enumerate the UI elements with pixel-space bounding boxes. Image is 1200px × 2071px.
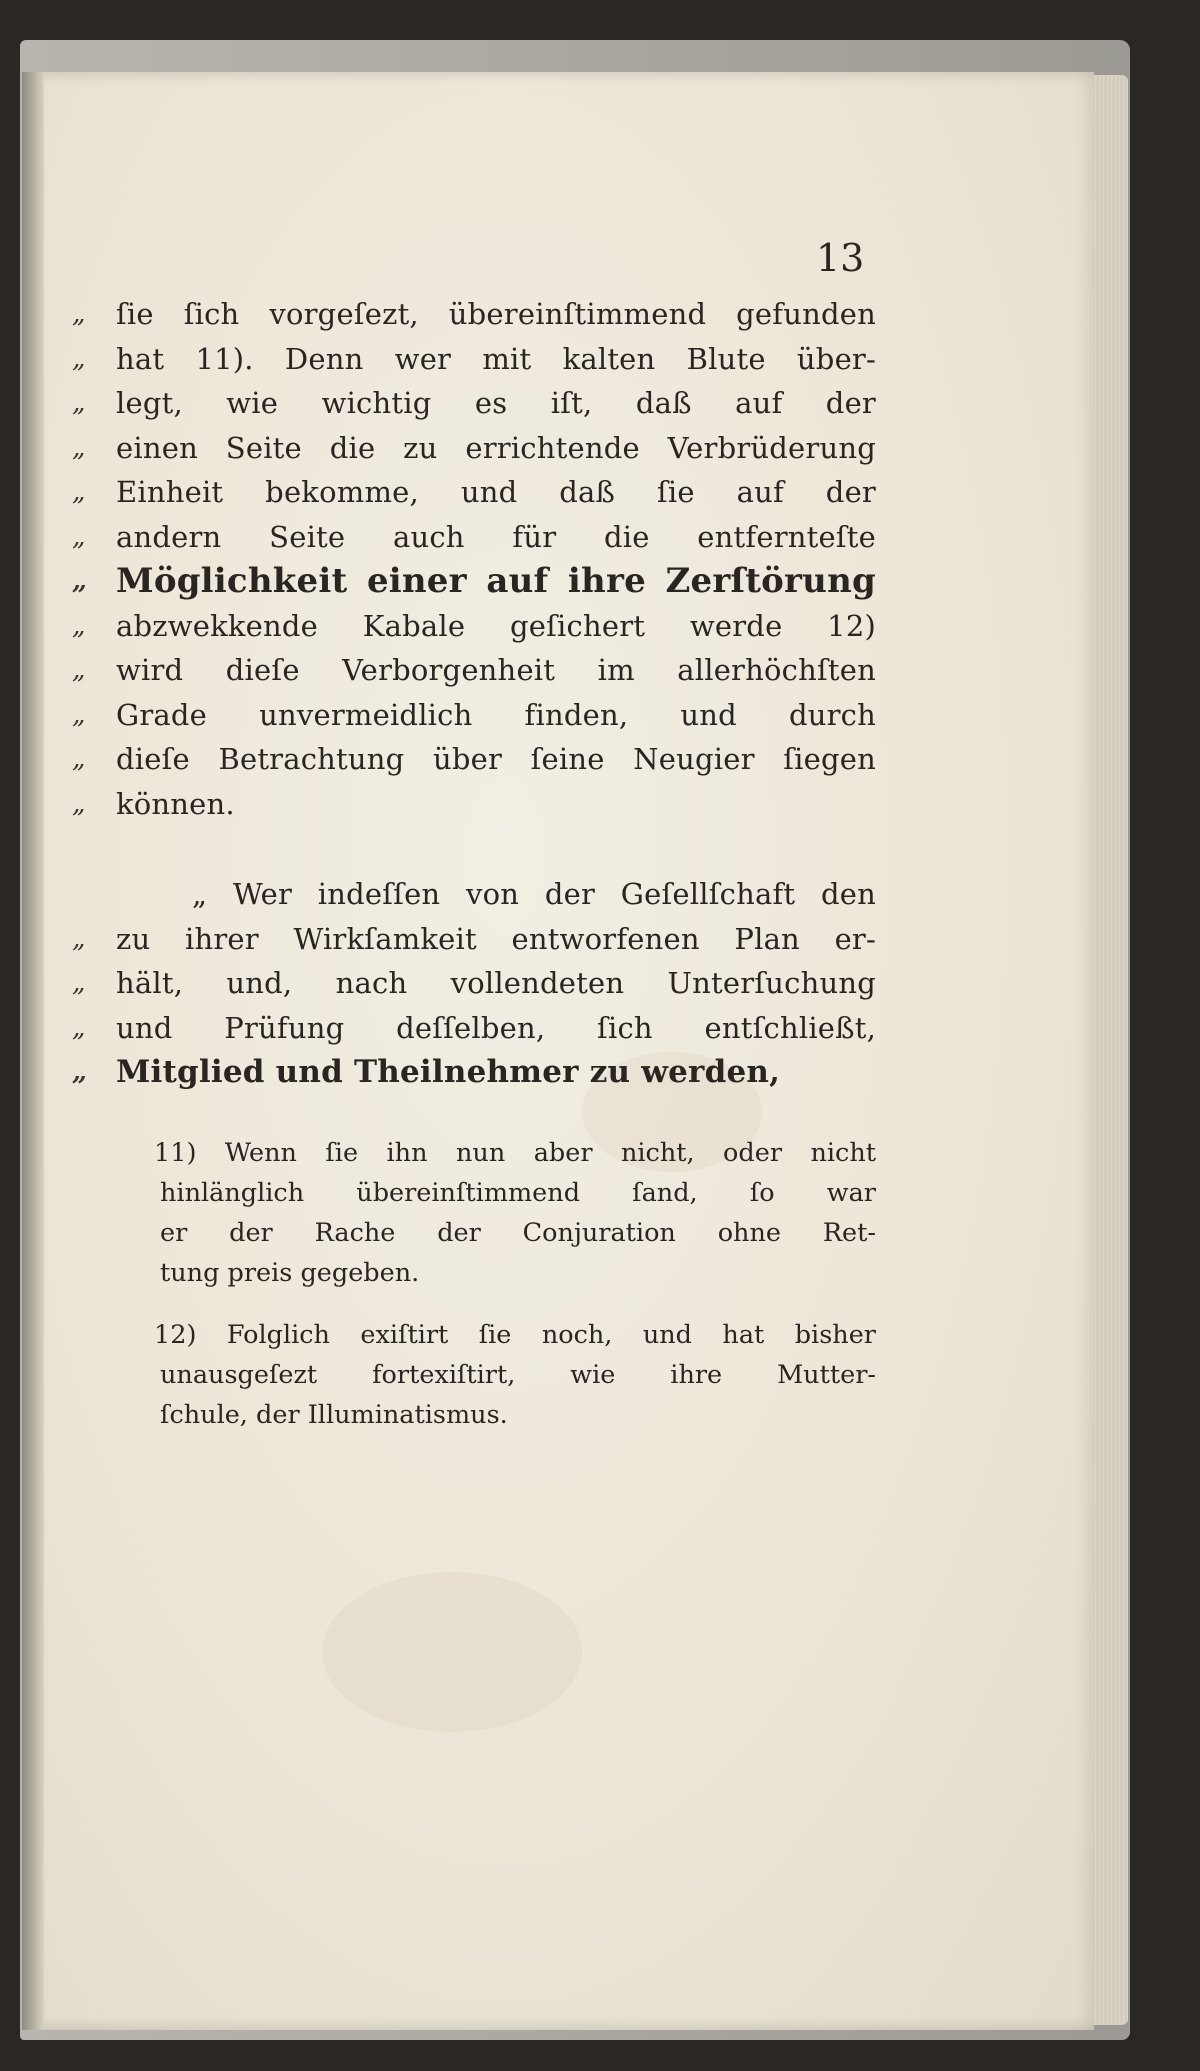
text-line: „ hat 11). Denn wer mit kalten Blute über-: [116, 337, 876, 382]
quote-mark: „: [72, 566, 88, 596]
footnote-line: ſchule, der Illuminatismus.: [160, 1399, 508, 1430]
text-block: [72, 240, 876, 1435]
text-line: „ hält, und, nach vollendeten Unterſuchung: [116, 961, 876, 1006]
quote-mark: „: [72, 1012, 86, 1043]
footnote-line: hinlänglich übereinſtimmend ſand, ſo war: [160, 1177, 876, 1208]
footnote-line: er der Rache der Conjuration ohne Ret-: [160, 1217, 876, 1248]
quote-mark: „: [72, 923, 86, 954]
quote-mark: „: [72, 432, 86, 463]
paragraph-spacer: [116, 826, 876, 872]
footnote-line: 12) Folglich exiſtirt ſie noch, und hat bisher: [154, 1319, 876, 1350]
text-line: „ abzwekkende Kabale geſichert werde 12): [116, 604, 876, 649]
text-line: „ ſie ſich vorgeſezt, übereinſtimmend gefunden: [116, 292, 876, 337]
text-line: „ einen Seite die zu errichtende Verbrüderung: [116, 426, 876, 471]
footnote-line: tung preis gegeben.: [160, 1257, 420, 1288]
text-line: „ zu ihrer Wirkſamkeit entworfenen Plan er-: [116, 917, 876, 962]
page-number: 13: [816, 236, 865, 280]
paper-stain: [322, 1572, 582, 1732]
quote-mark: „: [72, 388, 86, 418]
quote-mark: „: [72, 699, 86, 730]
text-line: „ Einheit bekomme, und daß ſie auf der: [116, 470, 876, 515]
top-spacer: [116, 240, 876, 292]
text-line: „ dieſe Betrachtung über ſeine Neugier ſiegen: [116, 737, 876, 782]
text-line: „ Wer indeſſen von der Geſellſchaft den: [192, 877, 876, 911]
text-line: „ wird dieſe Verborgenheit im allerhöchſten: [116, 648, 876, 693]
text-line: „ und Prüfung deſſelben, ſich entſchließt,: [116, 1006, 876, 1051]
quote-mark: „: [72, 655, 86, 685]
footnote-line: unausgeſezt fortexiſtirt, wie ihre Mutter-: [160, 1359, 876, 1390]
quote-mark: „: [72, 1057, 88, 1087]
footnote-spacer: [116, 1095, 876, 1133]
text-line: „ andern Seite auch für die entfernteſte: [116, 515, 876, 560]
quote-mark: „: [72, 343, 86, 374]
quote-mark: „: [72, 299, 86, 329]
quote-mark: „: [72, 477, 86, 507]
page-gutter: [22, 72, 44, 2030]
quote-mark: „: [72, 968, 86, 998]
footnote-line: 11) Wenn ſie ihn nun aber nicht, oder nicht: [154, 1137, 876, 1168]
text-line: „ legt, wie wichtig es iſt, daß auf der: [116, 381, 876, 426]
text-line: „ Möglichkeit einer auf ihre Zerſtörung: [116, 559, 876, 604]
quote-mark: „: [72, 610, 86, 641]
quote-mark: „: [72, 521, 86, 552]
quote-mark: „: [72, 788, 86, 819]
footnote-spacer: [116, 1293, 876, 1315]
text-line: „ können.: [116, 782, 876, 827]
text-line: „ Grade unvermeidlich finden, und durch: [116, 693, 876, 738]
quote-mark: „: [72, 744, 86, 774]
text-line: „ Mitglied und Theilnehmer zu werden,: [116, 1050, 876, 1095]
